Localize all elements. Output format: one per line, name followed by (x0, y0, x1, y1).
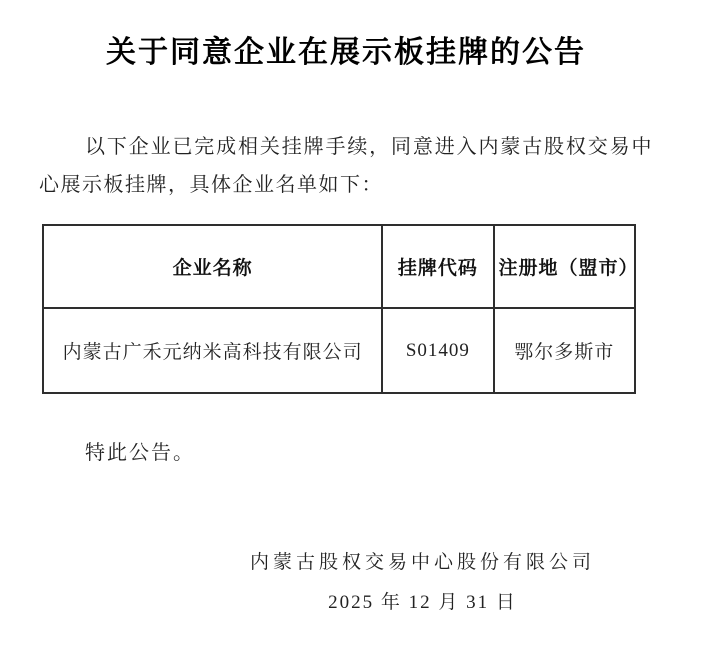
closing-text: 特此公告。 (85, 442, 195, 464)
table-row (43, 308, 635, 393)
companies-table-body (43, 308, 635, 393)
header-listing-code: 挂牌代码 (382, 225, 493, 308)
cell-company-name: 内蒙古广禾元纳米高科技有限公司 (43, 308, 382, 393)
signature-date: 2025 年 12 月 31 日 (328, 592, 517, 613)
cell-listing-code: S01409 (382, 308, 493, 393)
announcement-title: 关于同意企业在展示板挂牌的公告 (106, 36, 586, 69)
cell-registration-place: 鄂尔多斯市 (494, 308, 636, 393)
header-row (43, 225, 635, 308)
header-registration-place: 注册地（盟市） (494, 225, 636, 308)
header-company-name: 企业名称 (43, 225, 382, 308)
signature-block (250, 550, 595, 616)
companies-table (42, 224, 639, 394)
companies-table-header (43, 225, 639, 308)
signature-company: 内蒙古股权交易中心股份有限公司 (250, 552, 596, 573)
intro-paragraph: 以下企业已完成相关挂牌手续，同意进入内蒙古股权交易中心展示板挂牌，具体企业名单如下： (39, 136, 653, 196)
